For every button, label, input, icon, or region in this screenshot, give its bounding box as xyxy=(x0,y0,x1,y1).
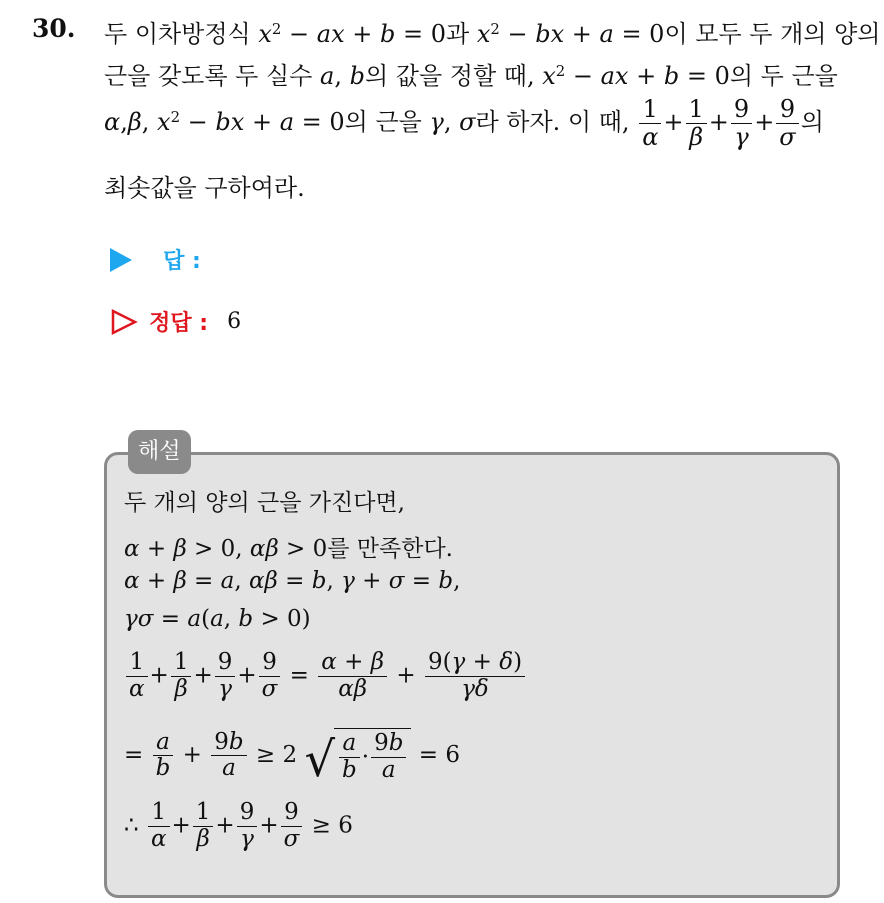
q-intro-text: 두 이차방정식 xyxy=(104,20,251,48)
solution-result: 6 xyxy=(338,812,353,839)
equation-1-repeat: $x^2$ − ax + b = 0 xyxy=(542,61,730,90)
solution-line-2-text: 를 만족한다. xyxy=(327,536,453,562)
answer-row xyxy=(110,244,201,275)
correct-answer-value: 6 xyxy=(227,309,242,334)
q-line2c-text: 의 두 근을 xyxy=(729,62,838,90)
equation-2-repeat: $x^2$ − bx + a = 0 xyxy=(157,107,345,136)
question-number: 30. xyxy=(32,14,76,43)
solution-line-2: α + β > 0, αβ > 0를 만족한다. xyxy=(124,536,453,562)
solution-line-5: $\frac{1}{\alpha}$ + $\frac{1}{\beta}$ + $\frac{9}{\gamma}$ + $\frac{9}{\sigma}$ = $\frac{\alpha + \beta}{\alpha\beta}$ + $\frac{9(\gamma + \delta)}{\gamma\delta}$ xyxy=(124,650,527,703)
question-line-3: α,β, $x^2$ − bx + a = 0의 근을 γ, σ라 하자. 이 때, $\frac{1}{\alpha}$ + $\frac{1}{\beta}$ + $\frac{9}{\gamma}$ + $\frac{9}{\sigma}$ 의 xyxy=(104,95,824,151)
solution-tag: 해설 xyxy=(128,430,191,474)
solution-line-7: ∴ $\frac{1}{\alpha}$ + $\frac{1}{\beta}$ + $\frac{9}{\gamma}$ + $\frac{9}{\sigma}$ ≥ 6 xyxy=(124,799,353,852)
q-line3c-text: 의 xyxy=(800,107,824,136)
var-a-b: a xyxy=(320,62,335,90)
equation-2: $x^2$ − bx + a = 0 xyxy=(476,19,665,48)
answer-label: 답 : xyxy=(163,249,201,274)
q-all-text: 이 모두 두 개의 양의 xyxy=(664,20,881,48)
equation-1: $x^2$ − ax + b = 0 xyxy=(258,19,446,48)
play-triangle-icon xyxy=(110,248,132,272)
q-line2b-text: 의 값을 정할 때, xyxy=(364,62,535,90)
roots-gamma-sigma: γ xyxy=(429,107,444,136)
solution-line-1: 두 개의 양의 근을 가진다면, xyxy=(124,490,405,516)
solution-line-6: = $\frac{a}{b}$ + $\frac{9b}{a}$ ≥ 2 √ $\frac{a}{b}$ · $\frac{9b}{a}$ = 6 xyxy=(124,728,460,788)
solution-line-3: α + β = a, αβ = b, γ + σ = b, xyxy=(124,568,461,594)
correct-answer-label: 정답 : xyxy=(149,311,209,336)
q-line3a-text: 의 근을 xyxy=(344,107,422,136)
q-line3b-text: 라 하자. 이 때, xyxy=(475,107,630,136)
outline-triangle-icon xyxy=(110,308,138,336)
target-expression: $\frac{1}{\alpha}$ + $\frac{1}{\beta}$ + $\frac{9}{\gamma}$ + $\frac{9}{\sigma}$ xyxy=(637,108,801,136)
question-line-4: 최솟값을 구하여라. xyxy=(104,174,305,202)
correct-answer-row xyxy=(110,306,241,337)
q-gwa-text: 과 xyxy=(446,20,470,48)
square-root: √ $\frac{a}{b}$ · $\frac{9b}{a}$ xyxy=(304,728,411,784)
q-line2a-text: 근을 갖도록 두 실수 xyxy=(104,62,313,90)
roots-alpha-beta: α,β, xyxy=(104,107,150,136)
question-line-2: 근을 갖도록 두 실수 a, b의 값을 정할 때, $x^2$ − ax + b = 0의 두 근을 xyxy=(104,61,838,90)
question-line-1 xyxy=(104,14,880,49)
solution-line-4: γσ = a(a, b > 0) xyxy=(124,606,311,632)
